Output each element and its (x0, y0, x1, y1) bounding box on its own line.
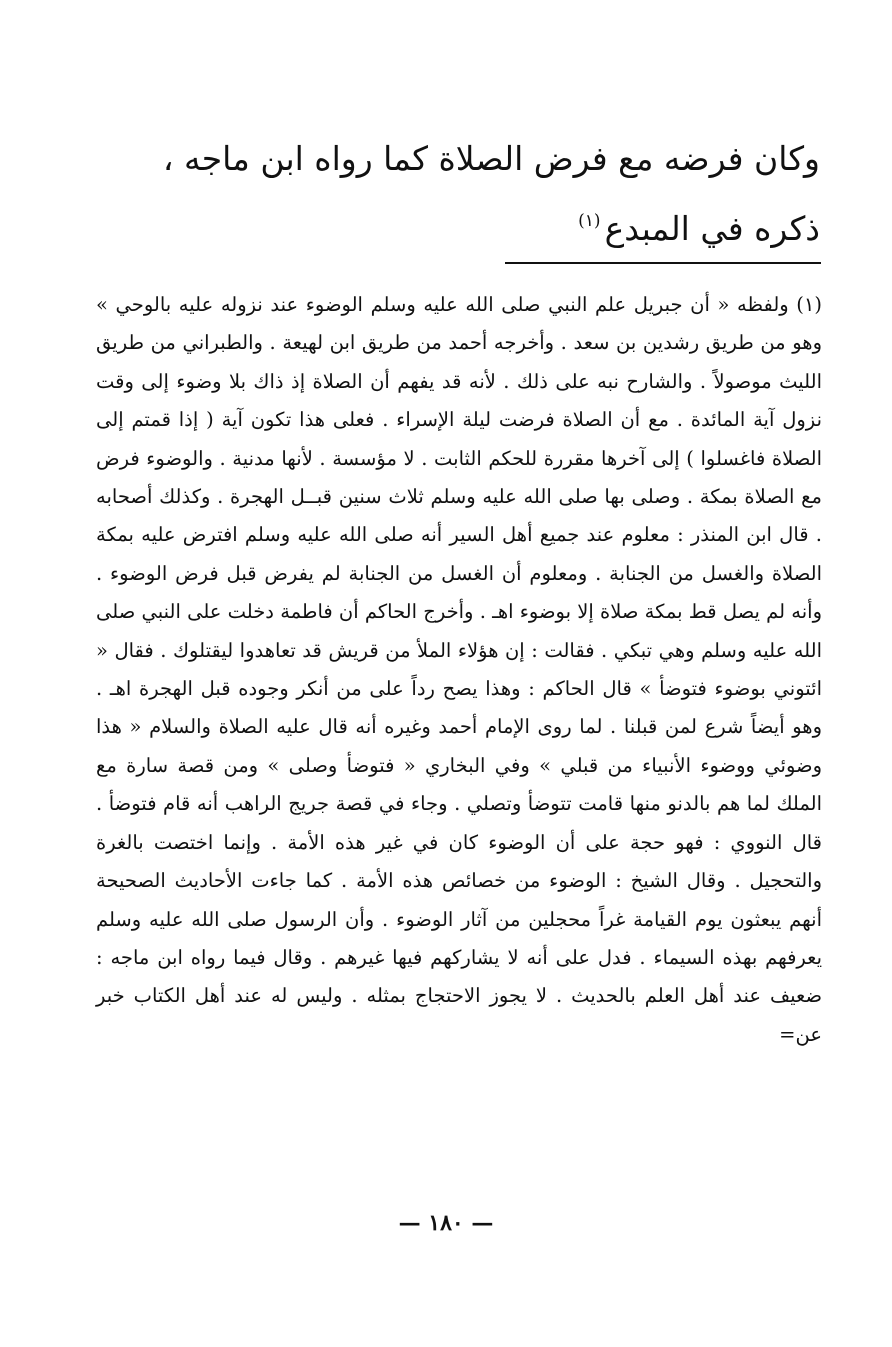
main-text-body: وكان فرضه مع فرض الصلاة كما رواه ابن ماجه ، ذكره في المبدع (162, 139, 820, 248)
footnote-reference: (١) (578, 211, 601, 231)
main-text-paragraph (90, 128, 820, 260)
footnote-separator (505, 262, 821, 264)
page-number: — ١٨٠ — (398, 1210, 494, 1236)
footnote-text: (١) ولفظه « أن جبريل علم النبي صلى الله عليه وسلم الوضوء عند نزوله عليه بالوحي » وهو من طريق رشدين بن سعد . وأخرجه أحمد من طريق ابن لهيعة . والطبراني من طريق الليث موصولاً . والشارح نبه على ذلك . لأنه قد يفهم أن الصلاة إذ ذاك بلا وضوء إلى وقت نزول آية المائدة . مع أن الصلاة فرضت ليلة الإسراء . فعلى هذا تكون آية ( إذا قمتم إلى الصلاة فاغسلوا ) إلى آخرها مقررة للحكم الثابت . لا مؤسسة . لأنها مدنية . والوضوء فرض مع الصلاة بمكة . وصلى بها صلى الله عليه وسلم ثلاث سنين قبــل الهجرة . وكذلك أصحابه . قال ابن المنذر : معلوم عند جميع أهل السير أنه صلى الله عليه وسلم افترض عليه بمكة الصلاة والغسل من الجنابة . ومعلوم أن الغسل من الجنابة لم يفرض قبل فرض الوضوء . وأنه لم يصل قط بمكة صلاة إلا بوضوء اهـ . وأخرج الحاكم أن فاطمة دخلت على النبي صلى الله عليه وسلم وهي تبكي . فقالت : إن هؤلاء الملأ من قريش قد تعاهدوا ليقتلوك . فقال « ائتوني بوضوء فتوضأ » قال الحاكم : وهذا يصح رداً على من أنكر وجوده قبل الهجرة اهـ . وهو أيضاً شرع لمن قبلنا . لما روى الإمام أحمد وغيره أنه قال عليه الصلاة والسلام « هذا وضوئي ووضوء الأنبياء من قبلي » وفي البخاري « فتوضأ وصلى » ومن قصة سارة مع الملك لما هم بالدنو منها قامت تتوضأ وتصلي . وجاء في قصة جريج الراهب أنه قام فتوضأ . قال النووي : فهو حجة على أن الوضوء كان في غير هذه الأمة . وإنما اختصت بالغرة والتحجيل . وقال الشيخ : الوضوء من خصائص هذه الأمة . كما جاءت الأحاديث الصحيحة أنهم يبعثون يوم القيامة غراً محجلين من آثار الوضوء . وأن الرسول صلى الله عليه وسلم يعرفهم بهذه السيماء . فدل على أنه لا يشاركهم فيها غيرهم . وقال فيما رواه ابن ماجه : ضعيف عند أهل العلم بالحديث . لا يجوز الاحتجاج بمثله . وليس له عند أهل الكتاب خبر عن= (96, 293, 822, 1046)
